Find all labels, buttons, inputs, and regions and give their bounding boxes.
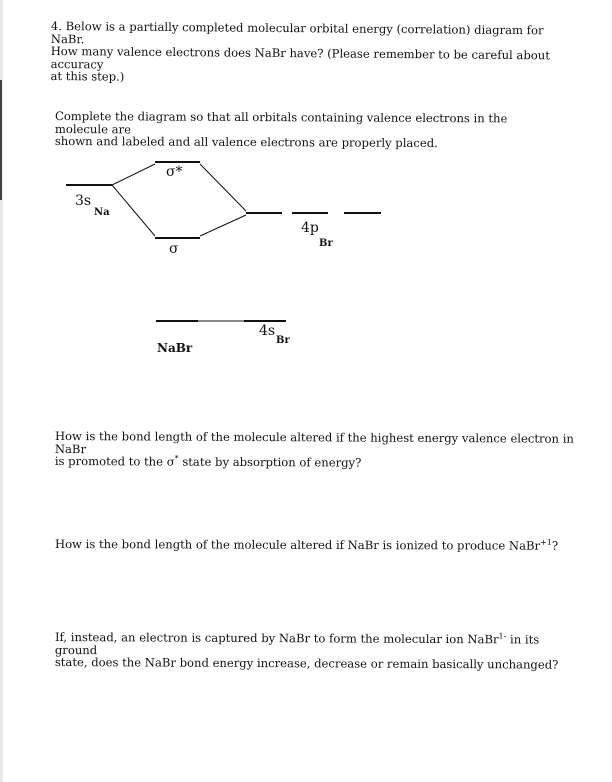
br-4s-label: 4s <box>259 323 276 339</box>
q3-text-a: If, instead, an electron is captured by NaBr to form the molecular ion NaBr <box>54 630 499 647</box>
br-4p-label: 4p <box>301 220 319 236</box>
br-4p-subscript: Br <box>319 238 333 249</box>
intro-line-3: at this step.) <box>50 68 125 84</box>
q1-line-1: How is the bond length of the molecule altered if the highest energy valence electron in NaBr <box>54 429 574 456</box>
q1-text-b: state by absorption of energy? <box>178 454 362 470</box>
na-subscript: Na <box>94 207 110 218</box>
na-3s-label: 3s <box>75 193 92 209</box>
q3-line-2: state, does the NaBr bond energy increase, decrease or remain basically unchanged? <box>54 654 559 672</box>
q3-text-b: in its ground <box>54 632 540 657</box>
q1-sigma: σ <box>166 454 175 469</box>
q2-line <box>55 538 575 552</box>
q2-text-b: ? <box>551 538 559 553</box>
instruction-line-1: Complete the diagram so that all orbitals containing valence electrons in the molecule are <box>54 109 508 136</box>
q1-sigma-star: * <box>174 453 179 463</box>
q1-line-2 <box>55 455 575 470</box>
instruction-line-2: shown and labeled and all valence electrons are properly placed. <box>54 133 438 151</box>
q2-text-a: How is the bond length of the molecule altered if NaBr is ionized to produce NaBr <box>54 537 541 553</box>
connector-na-sigma-star <box>112 164 155 185</box>
connector-sigma-star-br <box>200 164 246 211</box>
q3-charge: 1- <box>498 631 507 641</box>
question-bond-length-promotion <box>55 430 575 470</box>
q2-charge: +1 <box>540 537 552 547</box>
br-4s-subscript: Br <box>276 335 290 346</box>
nabr-label: NaBr <box>157 341 193 355</box>
question-bond-length-ionization <box>55 538 575 552</box>
q1-text-a: is promoted to the <box>54 453 167 469</box>
intro-line-2: How many valence electrons does NaBr have? (Please remember to be careful about accuracy <box>50 43 550 71</box>
question-bond-energy-capture <box>55 631 575 671</box>
sigma-star-label: σ* <box>166 164 183 180</box>
connector-sigma-br <box>200 215 246 236</box>
connector-na-sigma <box>112 185 155 236</box>
intro-line-1: 4. Below is a partially completed molecular orbital energy (correlation) diagram for NaBr. <box>50 19 544 46</box>
sigma-label: σ <box>169 241 179 257</box>
